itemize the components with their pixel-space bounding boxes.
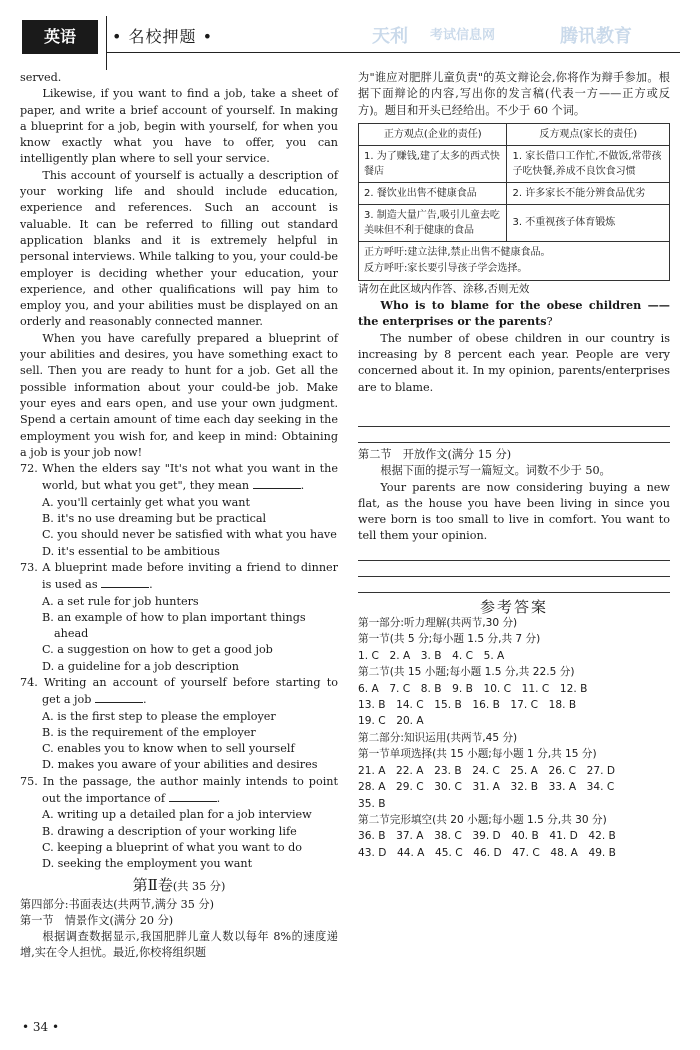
stem-tail: . bbox=[143, 693, 147, 707]
answer-line: 28. A 29. C 30. C 31. A 32. B 33. A 34. C bbox=[358, 781, 615, 794]
answer-key bbox=[358, 615, 670, 861]
volume-2-score: (共 35 分) bbox=[172, 879, 226, 893]
answer-key-title: 参考答案 bbox=[479, 597, 548, 616]
question-73 bbox=[20, 560, 338, 675]
left-column bbox=[20, 70, 338, 962]
option-b: B. drawing a description of your working life bbox=[42, 824, 297, 838]
answer-line: 第二节(共 15 小题;每小题 1.5 分,共 22.5 分) bbox=[358, 666, 575, 679]
right-column bbox=[358, 70, 670, 861]
question-stem: 74. Writing an account of yourself before starting to get a job bbox=[20, 675, 338, 707]
option-b: B. is the requirement of the employer bbox=[42, 725, 256, 739]
question-stem: 73. A blueprint made before inviting a friend to dinner is used as bbox=[20, 560, 338, 592]
question-stem: 72. When the elders say "It's not what you want in the world, but what you get", they mean bbox=[20, 462, 338, 493]
volume-2-label: 第Ⅱ卷 bbox=[132, 875, 173, 894]
table-header-con: 反方观点(家长的责任) bbox=[507, 123, 670, 145]
section-2-prompt: Your parents are now considering buying a new flat, as the house you have been living in since you were born is too small to live in comfort. You want to tell them your opinion. bbox=[358, 480, 670, 543]
option-c: C. you should never be satisfied with what you have bbox=[42, 528, 337, 542]
con-slogan: 反方呼吁:家长要引导孩子学会选择。 bbox=[364, 262, 528, 274]
subject-badge: 英语 bbox=[22, 20, 98, 54]
essay-title-mark: ? bbox=[546, 315, 553, 329]
passage-paragraph: When you have carefully prepared a blueprint of your abilities and desires, you have something exact to sell. Then you are ready to hunt for a job. Get all the possible information about your could-be job. Make your eyes and ears open, and use your own judgment. Spend a certain amount of time each day seeking in the employment you wish for, and keep in mind: Obtaining a job is your job now! bbox=[20, 331, 338, 459]
table-cell: 3. 不重视孩子体育锻炼 bbox=[507, 204, 670, 241]
option-c: C. enables you to know when to sell yourself bbox=[42, 742, 295, 756]
header-divider bbox=[106, 16, 107, 70]
section-2-heading: 第二节 开放作文(满分 15 分) bbox=[358, 447, 512, 461]
writing-line[interactable] bbox=[358, 442, 670, 443]
option-d: D. makes you aware of your abilities and desires bbox=[42, 758, 318, 772]
answer-line: 1. C 2. A 3. B 4. C 5. A bbox=[358, 649, 505, 662]
answer-blank bbox=[101, 576, 149, 588]
answer-blank bbox=[169, 790, 217, 802]
table-cell: 1. 为了赚钱,建了太多的西式快餐店 bbox=[359, 145, 507, 182]
section-1-heading: 第一节 情景作文(满分 20 分) bbox=[20, 913, 174, 927]
writing-line[interactable] bbox=[358, 576, 670, 577]
debate-table bbox=[358, 123, 670, 281]
option-a: A. you'll certainly get what you want bbox=[42, 495, 250, 509]
answer-line: 第一部分:听力理解(共两节,30 分) bbox=[358, 617, 518, 630]
answer-line: 第一节(共 5 分;每小题 1.5 分,共 7 分) bbox=[358, 633, 541, 646]
essay-title-text: Who is to blame for the obese children —— the enterprises or the parents bbox=[358, 298, 670, 329]
option-a: A. a set rule for job hunters bbox=[42, 594, 199, 608]
answer-line: 13. B 14. C 15. B 16. B 17. C 18. B bbox=[358, 699, 577, 712]
debate-intro: 为"谁应对肥胖儿童负责"的英文辩论会,你将作为辩手参加。根据下面辩论的内容,写出你的发言稿(代表一方——正方或反方)。题目和开头已经给出。不少于 60 个词。 bbox=[358, 71, 670, 117]
table-slogans bbox=[359, 241, 670, 280]
option-d: D. it's essential to be ambitious bbox=[42, 544, 220, 558]
writing-line[interactable] bbox=[358, 592, 670, 593]
question-stem: 75. In the passage, the author mainly intends to point out the importance of bbox=[20, 774, 338, 806]
pro-slogan: 正方呼吁:建立法律,禁止出售不健康食品。 bbox=[364, 246, 551, 258]
table-header-pro: 正方观点(企业的责任) bbox=[359, 123, 507, 145]
answer-line: 第二节完形填空(共 20 小题;每小题 1.5 分,共 30 分) bbox=[358, 813, 607, 826]
header-rule bbox=[106, 52, 680, 53]
option-c: C. keeping a blueprint of what you want to do bbox=[42, 840, 303, 854]
question-75 bbox=[20, 774, 338, 873]
watermark-logo: 天利 bbox=[372, 26, 408, 47]
option-a: A. writing up a detailed plan for a job interview bbox=[42, 808, 312, 822]
watermark-text: 考试信息网 bbox=[430, 28, 496, 43]
answer-line: 21. A 22. A 23. B 24. C 25. A 26. C 27. D bbox=[358, 764, 616, 777]
question-74 bbox=[20, 675, 338, 774]
stem-tail: . bbox=[149, 578, 153, 592]
option-b: B. an example of how to plan important things ahead bbox=[42, 610, 306, 641]
essay-title bbox=[358, 297, 670, 331]
answer-line: 19. C 20. A bbox=[358, 715, 424, 728]
answer-blank bbox=[253, 477, 301, 489]
option-a: A. is the first step to please the employer bbox=[42, 709, 276, 723]
page-number: • 34 • bbox=[22, 1020, 60, 1034]
answer-area-warning: 请勿在此区域内作答、涂移,否则无效 bbox=[358, 282, 530, 295]
table-cell: 3. 制造大量广告,吸引儿童去吃美味但不利于健康的食品 bbox=[359, 204, 507, 241]
watermark-brand: 腾讯教育 bbox=[560, 26, 632, 47]
header-title: • 名校押题 • bbox=[112, 27, 214, 46]
answer-line: 第二部分:知识运用(共两节,45 分) bbox=[358, 731, 518, 744]
answer-line: 第一节单项选择(共 15 小题;每小题 1 分,共 15 分) bbox=[358, 748, 597, 761]
stem-tail: . bbox=[300, 479, 305, 493]
section-1-intro: 根据调查数据显示,我国肥胖儿童人数以每年 8%的速度递增,实在令人担忧。最近,你校将组织题 bbox=[20, 930, 338, 960]
table-cell: 1. 家长借口工作忙,不做饭,常带孩子吃快餐,养成不良饮食习惯 bbox=[507, 145, 670, 182]
section-2-intro: 根据下面的提示写一篇短文。词数不少于 50。 bbox=[380, 464, 611, 478]
answer-line: 43. D 44. A 45. C 46. D 47. C 48. A 49. B bbox=[358, 846, 616, 859]
answer-line: 6. A 7. C 8. B 9. B 10. C 11. C 12. B bbox=[358, 682, 588, 695]
answer-line: 36. B 37. A 38. C 39. D 40. B 41. D 42. B bbox=[358, 830, 616, 843]
passage-paragraph: Likewise, if you want to find a job, take a sheet of paper, and write a brief account of yourself. In making a blueprint for a job, begin with yourself, for when you know exactly what you have to offer, you can intelligently plan where to sell your service. bbox=[20, 87, 338, 166]
table-cell: 2. 许多家长不能分辨食品优劣 bbox=[507, 182, 670, 204]
volume-2-title bbox=[20, 875, 338, 897]
answer-line: 35. B bbox=[358, 797, 386, 810]
option-d: D. a guideline for a job description bbox=[42, 659, 239, 673]
table-cell: 2. 餐饮业出售不健康食品 bbox=[359, 182, 507, 204]
option-c: C. a suggestion on how to get a good job bbox=[42, 643, 273, 657]
essay-opening: The number of obese children in our country is increasing by 8 percent each year. People are very concerned about it. In my opinion, parents/enterprises are to blame. bbox=[358, 331, 670, 394]
option-b: B. it's no use dreaming but be practical bbox=[42, 512, 267, 526]
part-4-heading: 第四部分:书面表达(共两节,满分 35 分) bbox=[20, 897, 215, 911]
question-72 bbox=[20, 461, 338, 560]
passage-paragraph: This account of yourself is actually a description of your working life and should include education, experience and references. Such an account is valuable. It can be referred to filling out standard application blanks and it is extremely helpful in personal interviews. While talking to you, your could-be employer is deciding whether your education, your experience, and other qualifications will pay him to employ you, and your abilities must be displayed on an orderly and reasonably connected manner. bbox=[20, 168, 338, 329]
writing-line[interactable] bbox=[358, 560, 670, 561]
answer-blank bbox=[95, 691, 143, 703]
passage-paragraph: served. bbox=[20, 71, 62, 84]
writing-line[interactable] bbox=[358, 426, 670, 427]
stem-tail: . bbox=[216, 792, 221, 806]
option-d: D. seeking the employment you want bbox=[42, 857, 253, 871]
